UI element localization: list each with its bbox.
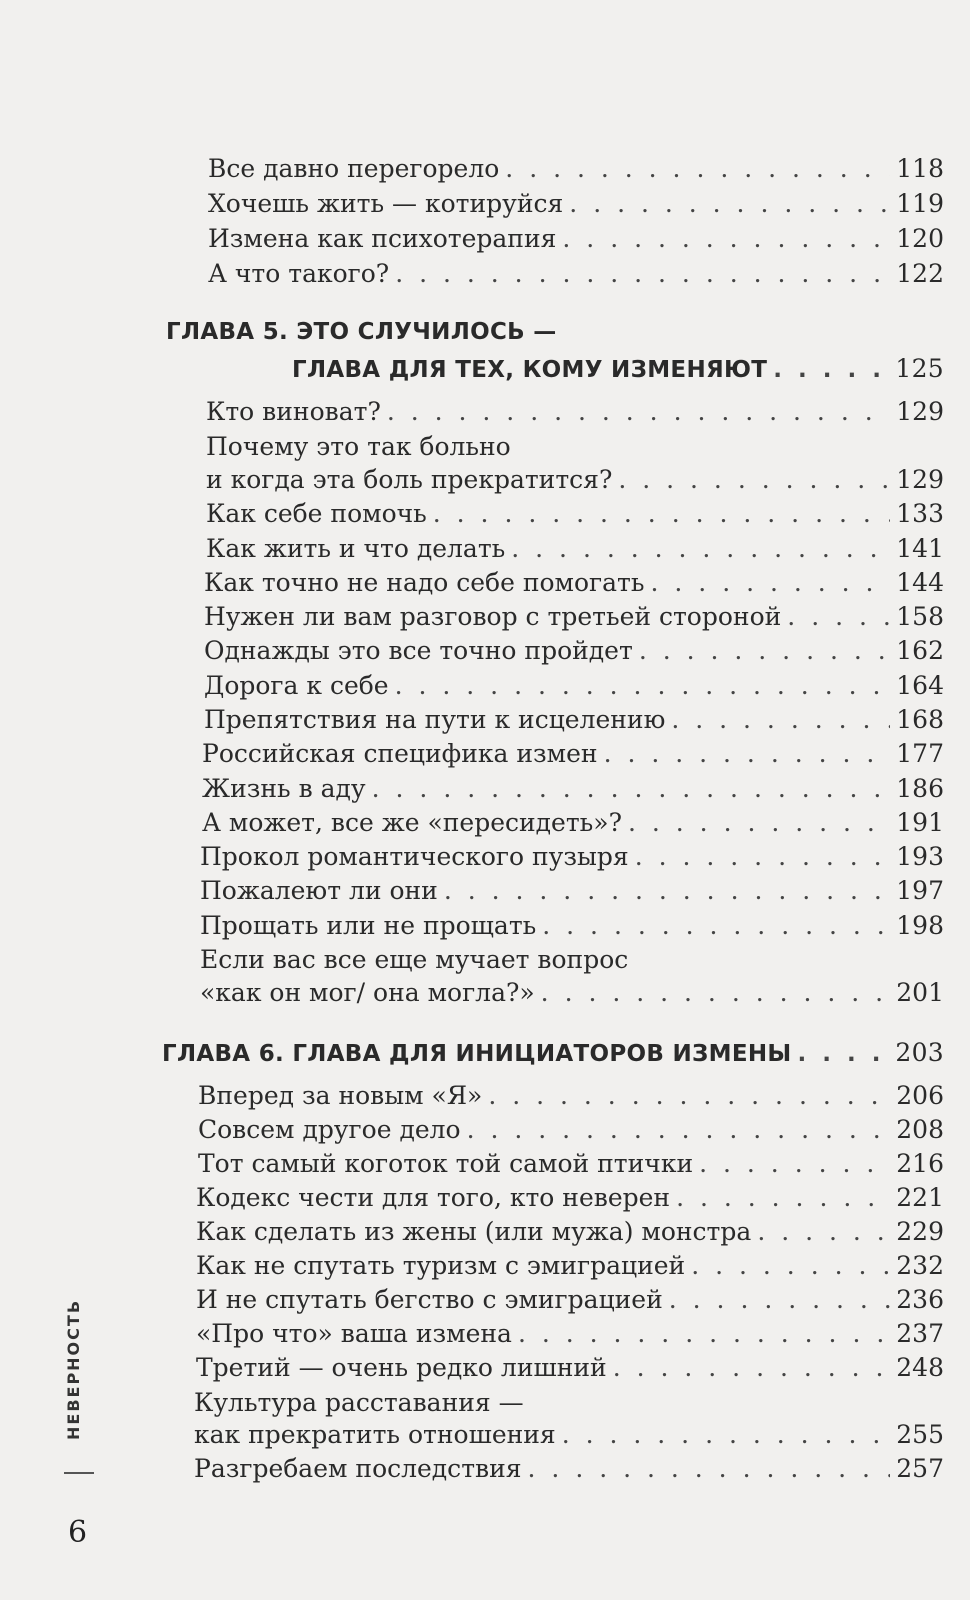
toc-entry-page: 158: [896, 602, 944, 631]
toc-entry-page: 129: [896, 465, 944, 494]
toc-entry-page: 120: [896, 224, 944, 253]
toc-entry-page: 144: [896, 568, 944, 597]
toc-entry-title: Измена как психотерапия: [208, 224, 557, 253]
leader-dots: [467, 1113, 891, 1147]
toc-entry-page: 198: [896, 911, 944, 940]
toc-entry: [196, 1215, 944, 1249]
toc-entry: [204, 703, 944, 737]
toc-entry-page: 162: [896, 636, 944, 665]
toc-entry-page: 257: [896, 1454, 944, 1483]
toc-entry-title-line1: Культура расставания —: [194, 1388, 524, 1417]
toc-entry: [204, 669, 944, 703]
leader-dots: [488, 1079, 890, 1113]
toc-entry: [200, 909, 944, 943]
leader-dots: [613, 1351, 891, 1385]
toc-entry-title: «Про что» ваша измена: [196, 1319, 512, 1348]
toc-entry-title: Хочешь жить — котируйся: [208, 189, 564, 218]
toc-entry-page: 125: [895, 354, 944, 383]
toc-entry: [206, 497, 944, 531]
toc-entry-title: Жизнь в аду: [202, 774, 366, 803]
toc-entry: [206, 395, 944, 429]
toc-entry-title: Третий — очень редко лишний: [196, 1353, 607, 1382]
toc-entry-title: Российская специфика измен: [202, 739, 598, 768]
toc-entry: [206, 463, 944, 497]
leader-dots: [395, 669, 891, 703]
leader-dots: [628, 806, 890, 840]
toc-entry-page: 221: [896, 1183, 944, 1212]
leader-dots: [528, 1452, 891, 1486]
toc-entry: [208, 257, 944, 291]
leader-dots: [639, 634, 890, 668]
toc-entry: [198, 1113, 944, 1147]
leader-dots: [542, 909, 890, 943]
leader-dots: [444, 874, 890, 908]
toc-entry: [202, 772, 944, 806]
toc-entry-title: как прекратить отношения: [194, 1420, 556, 1449]
toc-entry-page: 129: [896, 397, 944, 426]
leader-dots: [518, 1317, 890, 1351]
running-head-rule: [64, 1472, 94, 1474]
leader-dots: [505, 152, 890, 186]
leader-dots: [541, 976, 891, 1010]
toc-entry: [198, 1147, 944, 1181]
toc-entry-page: 191: [896, 808, 944, 837]
leader-dots: [773, 353, 889, 387]
leader-dots: [691, 1249, 890, 1283]
toc-entry-page: 141: [896, 534, 944, 563]
toc-entry-page: 119: [896, 189, 944, 218]
toc-entry-page: 206: [896, 1081, 944, 1110]
toc-entry-title: Разгребаем последствия: [194, 1454, 522, 1483]
running-head: НЕВЕРНОСТЬ: [64, 1298, 83, 1440]
toc-entry-page: 237: [896, 1319, 944, 1348]
toc-entry-page: 229: [896, 1217, 944, 1246]
toc-entry-title: Как себе помочь: [206, 499, 427, 528]
toc-entry: [196, 1283, 944, 1317]
toc-entry: [198, 1079, 944, 1113]
toc-entry-page: 164: [896, 671, 944, 700]
chapter-heading: [292, 352, 944, 387]
toc-entry: [196, 1351, 944, 1385]
toc-entry-title: Нужен ли вам разговор с третьей стороной: [204, 602, 782, 631]
toc-entry-title: Прокол романтического пузыря: [200, 842, 629, 871]
leader-dots: [562, 222, 890, 256]
chapter-heading-line1: ГЛАВА 5. ЭТО СЛУЧИЛОСЬ —: [166, 319, 557, 345]
toc-entry: [204, 634, 944, 668]
toc-entry-title: Вперед за новым «Я»: [198, 1081, 483, 1110]
toc-entry-title: «как он мог/ она могла?»: [200, 978, 535, 1007]
toc-entry-page: 216: [896, 1149, 944, 1178]
toc-entry-page: 122: [896, 259, 944, 288]
leader-dots: [569, 187, 890, 221]
page-number: 6: [68, 1515, 88, 1550]
toc-entry: [202, 806, 944, 840]
toc-entry-title: Как не спутать туризм с эмиграцией: [196, 1251, 686, 1280]
toc-entry-title: Все давно перегорело: [208, 154, 500, 183]
leader-dots: [511, 532, 890, 566]
leader-dots: [618, 463, 890, 497]
toc-entry-title: Совсем другое дело: [198, 1115, 461, 1144]
toc-entry: [200, 840, 944, 874]
leader-dots: [372, 772, 891, 806]
toc-entry-page: 232: [896, 1251, 944, 1280]
toc-entry: [204, 600, 944, 634]
leader-dots: [671, 703, 890, 737]
leader-dots: [787, 600, 890, 634]
chapter-heading: [162, 1036, 944, 1071]
toc-entry-title: Кто виноват?: [206, 397, 381, 426]
chapter-title: ГЛАВА 6. ГЛАВА ДЛЯ ИНИЦИАТОРОВ ИЗМЕНЫ: [162, 1041, 792, 1067]
toc-entry-title: А что такого?: [208, 259, 390, 288]
toc-entry: [206, 532, 944, 566]
toc-entry: [200, 874, 944, 908]
toc-entry: [194, 1452, 944, 1486]
toc-entry-page: 208: [896, 1115, 944, 1144]
toc-entry-page: 203: [895, 1038, 944, 1067]
toc-entry-title: Пожалеют ли они: [200, 876, 438, 905]
toc-entry-title: и когда эта боль прекратится?: [206, 465, 613, 494]
toc-entry-page: 236: [896, 1285, 944, 1314]
leader-dots: [562, 1418, 891, 1452]
toc-entry: [204, 566, 944, 600]
toc-entry-title: Как жить и что делать: [206, 534, 506, 563]
leader-dots: [433, 497, 891, 531]
toc-entry-title: Препятствия на пути к исцелению: [204, 705, 666, 734]
leader-dots: [635, 840, 891, 874]
toc-entry-title-line1: Если вас все еще мучает вопрос: [200, 945, 629, 974]
leader-dots: [798, 1037, 890, 1071]
chapter-title: ГЛАВА ДЛЯ ТЕХ, КОМУ ИЗМЕНЯЮТ: [292, 357, 768, 383]
toc-entry: [196, 1317, 944, 1351]
toc-entry-page: 255: [896, 1420, 944, 1449]
toc-entry-page: 168: [896, 705, 944, 734]
toc-entry-page: 201: [896, 978, 944, 1007]
toc-entry-title: Дорога к себе: [204, 671, 389, 700]
toc-entry-page: 193: [896, 842, 944, 871]
toc-entry-title: А может, все же «пересидеть»?: [202, 808, 622, 837]
toc-entry: [196, 1249, 944, 1283]
toc-entry-page: 248: [896, 1353, 944, 1382]
toc-entry-page: 133: [896, 499, 944, 528]
toc-entry-page: 186: [896, 774, 944, 803]
toc-entry: [196, 1181, 944, 1215]
toc-entry: [208, 187, 944, 221]
leader-dots: [651, 566, 891, 600]
toc-entry: [194, 1418, 944, 1452]
leader-dots: [699, 1147, 890, 1181]
leader-dots: [387, 395, 890, 429]
toc-entry-title: Прощать или не прощать: [200, 911, 537, 940]
toc-entry-page: 177: [896, 739, 944, 768]
leader-dots: [604, 737, 891, 771]
leader-dots: [676, 1181, 890, 1215]
toc-entry-title: Кодекс чести для того, кто неверен: [196, 1183, 671, 1212]
toc-entry-title: Тот самый коготок той самой птички: [198, 1149, 694, 1178]
toc-entry-title: И не спутать бегство с эмиграцией: [196, 1285, 663, 1314]
toc-entry-page: 197: [896, 876, 944, 905]
toc-entry: [202, 737, 944, 771]
toc-entry-title: Как сделать из жены (или мужа) монстра: [196, 1217, 752, 1246]
toc-entry: [208, 222, 944, 256]
toc-entry: [208, 152, 944, 186]
leader-dots: [395, 257, 890, 291]
toc-entry-title: Однажды это все точно пройдет: [204, 636, 633, 665]
toc-entry-title-line1: Почему это так больно: [206, 432, 511, 461]
leader-dots: [669, 1283, 891, 1317]
toc-entry-title: Как точно не надо себе помогать: [204, 568, 645, 597]
toc-entry: [200, 976, 944, 1010]
toc-entry-page: 118: [896, 154, 944, 183]
leader-dots: [757, 1215, 890, 1249]
